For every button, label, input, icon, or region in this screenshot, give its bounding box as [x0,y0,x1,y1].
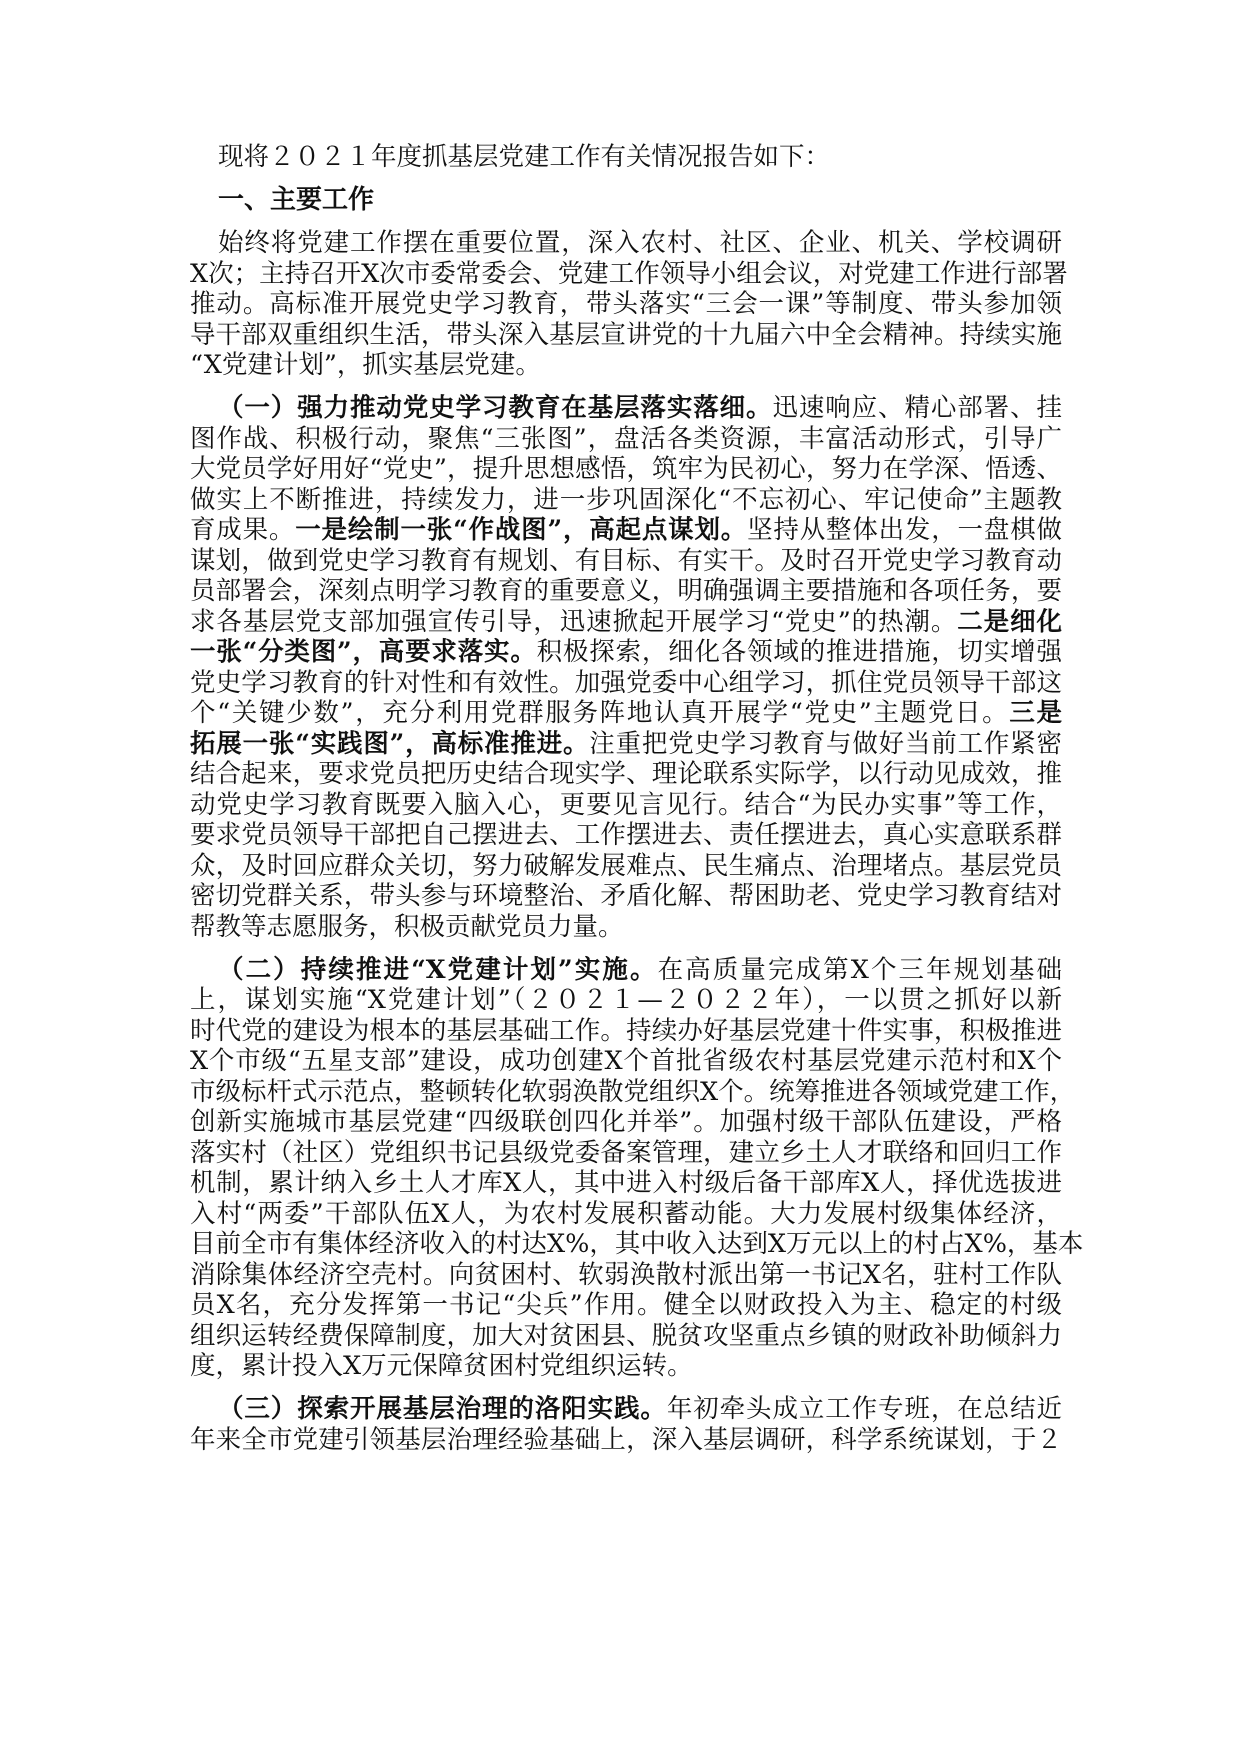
document-page [190,142,1084,1455]
text-line [190,320,1062,351]
paragraph-spacer [190,381,1062,394]
body-text: 市级标杆式示范点，整顿转化软弱涣散党组织X个。统筹推进各领域党建工作， [190,1076,1076,1107]
text-line [190,1351,1062,1382]
body-text: 众，及时回应群众关切，努力破解发展难点、民生痛点、治理堵点。基层党员 [190,850,1062,881]
text-line [190,546,1062,577]
paragraph-spacer [190,942,1062,955]
body-text: 做实上不断推进，持续发力，进一步巩固深化“不忘初心、牢记使命”主题教 [190,484,1062,515]
body-text: “X党建计划”，抓实基层党建。 [190,350,541,380]
text-line [190,729,1062,760]
bold-lead-text: （一）强力推动党史学习教育在基层落实落细。 [218,393,773,423]
text-line [190,515,1062,546]
body-text: 年来全市党建引领基层治理经验基础上，深入基层调研，科学系统谋划，于２ [190,1424,1062,1455]
text-line [190,820,1062,851]
body-text: 求各基层党支部加强宣传引导，迅速掀起开展学习“党史”的热潮。 [190,606,958,637]
text-line [190,258,1068,290]
body-text: 消除集体经济空壳村。向贫困村、软弱涣散村派出第一书记X名，驻村工作队 [190,1259,1062,1290]
bold-lead-text: 三是 [1009,698,1062,728]
text-line [190,637,1062,668]
text-line [190,1138,1062,1169]
text-line [190,985,1062,1016]
body-text: 迅速响应、精心部署、挂 [772,393,1062,423]
bold-lead-text: （二）持续推进“X党建计划”实施。 [218,954,658,985]
text-line [190,576,1062,607]
body-text: 积极探索，细化各领域的推进措施，切实增强 [536,637,1062,667]
text-line [190,1290,1062,1321]
text-line [190,1107,1062,1138]
body-text: 目前全市有集体经济收入的村达X%，其中收入达到X万元以上的村占X%，基本 [190,1229,1084,1259]
body-text: 上，谋划实施“X党建计划”（２０２１—２０２２年），一以贯之抓好以新 [190,985,1062,1015]
body-text: 创新实施城市基层党建“四级联创四化并举”。加强村级干部队伍建设，严格 [190,1107,1062,1137]
bold-lead-text: （三）探索开展基层治理的洛阳实践。 [218,1394,667,1424]
body-text: 落实村（社区）党组织书记县级党委备案管理，建立乡土人才联络和回归工作 [190,1137,1062,1168]
body-text: 动党史学习教育既要入脑入心，更要见言见行。结合“为民办实事”等工作， [190,789,1062,820]
paragraph [190,393,1062,942]
body-text: 年初牵头成立工作专班，在总结近 [666,1394,1062,1424]
text-line [190,607,1062,638]
text-line [190,454,1062,485]
text-line [190,790,1062,821]
body-text: 员X名，充分发挥第一书记“尖兵”作用。健全以财政投入为主、稳定的村级 [190,1290,1062,1320]
body-text: 现将２０２１年度抓基层党建工作有关情况报告如下： [218,142,831,172]
text-line [190,185,1062,216]
paragraph [190,954,1084,1382]
body-text: 组织运转经费保障制度，加大对贫困县、脱贫攻坚重点乡镇的财政补助倾斜力 [190,1320,1062,1351]
text-line [190,1016,1062,1047]
paragraph [190,228,1068,381]
bold-lead-text: 一、主要工作 [218,185,375,215]
body-text: 要求党员领导干部把自己摆进去、工作摆进去、责任摆进去，真心实意联系群 [190,820,1062,850]
text-line [190,424,1062,455]
text-line [190,912,1062,943]
text-line [190,1076,1076,1108]
body-text: 在高质量完成第X个三年规划基础 [657,954,1063,985]
text-line [190,1321,1062,1352]
text-line [190,228,1062,259]
body-text: X次；主持召开X次市委常委会、党建工作领导小组会议，对党建工作进行部署 [190,258,1068,289]
text-line [190,698,1062,729]
body-text: 推动。高标准开展党史学习教育，带头落实“三会一课”等制度、带头参加领 [190,289,1062,319]
body-text: 育成果。 [190,515,296,545]
paragraph-spacer [190,216,1062,229]
text-line [190,759,1062,790]
body-text: 坚持从整体出发，一盘棋做 [747,515,1062,545]
body-text: 图作战、积极行动，聚焦“三张图”，盘活各类资源，丰富活动形式，引导广 [190,423,1062,454]
body-text: 员部署会，深刻点明学习教育的重要意义，明确强调主要措施和各项任务，要 [190,576,1062,606]
paragraph-spacer [190,173,1062,186]
body-text: 度，累计投入X万元保障贫困村党组织运转。 [190,1351,693,1381]
paragraph-spacer [190,1382,1062,1395]
paragraph [190,1394,1062,1455]
body-text: 大党员学好用好“党史”，提升思想感悟，筑牢为民初心，努力在学深、悟透、 [190,454,1062,484]
text-line [190,1260,1062,1291]
paragraph [190,142,1062,173]
text-line [190,142,1062,173]
body-text: 帮教等志愿服务，积极贡献党员力量。 [190,911,624,942]
text-line [190,1046,1062,1077]
section-heading [190,185,1062,216]
body-text: 个“关键少数”，充分利用党群服务阵地认真开展学“党史”主题党日。 [190,698,1010,728]
text-line [190,393,1062,424]
body-text: 始终将党建工作摆在重要位置，深入农村、社区、企业、机关、学校调研 [218,228,1062,258]
text-line [190,851,1062,882]
text-line [190,1425,1062,1456]
bold-lead-text: 二是细化 [957,606,1062,637]
bold-lead-text: 拓展一张“实践图”，高标准推进。 [190,728,590,759]
text-line [190,1168,1062,1199]
bold-lead-text: 一张“分类图”，高要求落实。 [190,637,537,667]
body-text: 导干部双重组织生活，带头深入基层宣讲党的十九届六中全会精神。持续实施 [190,319,1062,350]
text-line [190,955,1062,986]
text-line [190,881,1062,912]
body-text: 密切党群关系，带头参与环境整治、矛盾化解、帮困助老、党史学习教育结对 [190,881,1062,911]
body-text: 入村“两委”干部队伍X人，为农村发展积蓄动能。大力发展村级集体经济， [190,1198,1062,1229]
text-line [190,1394,1062,1425]
text-line [190,289,1062,320]
body-text: 机制，累计纳入乡土人才库X人，其中进入村级后备干部库X人，择优选拔进 [190,1168,1062,1198]
text-line [190,1229,1084,1260]
body-text: 谋划，做到党史学习教育有规划、有目标、有实干。及时召开党史学习教育动 [190,545,1062,576]
text-line [190,668,1062,699]
body-text: 注重把党史学习教育与做好当前工作紧密 [589,728,1062,759]
bold-lead-text: 一是绘制一张“作战图”，高起点谋划。 [295,515,748,545]
body-text: 时代党的建设为根本的基层基础工作。持续办好基层党建十件实事，积极推进 [190,1015,1062,1046]
text-line [190,350,1062,381]
text-line [190,1199,1062,1230]
body-text: 结合起来，要求党员把历史结合现实学、理论联系实际学，以行动见成效，推 [190,759,1062,789]
body-text: X个市级“五星支部”建设，成功创建X个首批省级农村基层党建示范村和X个 [190,1046,1062,1076]
body-text: 党史学习教育的针对性和有效性。加强党委中心组学习，抓住党员领导干部这 [190,667,1062,698]
text-line [190,485,1062,516]
